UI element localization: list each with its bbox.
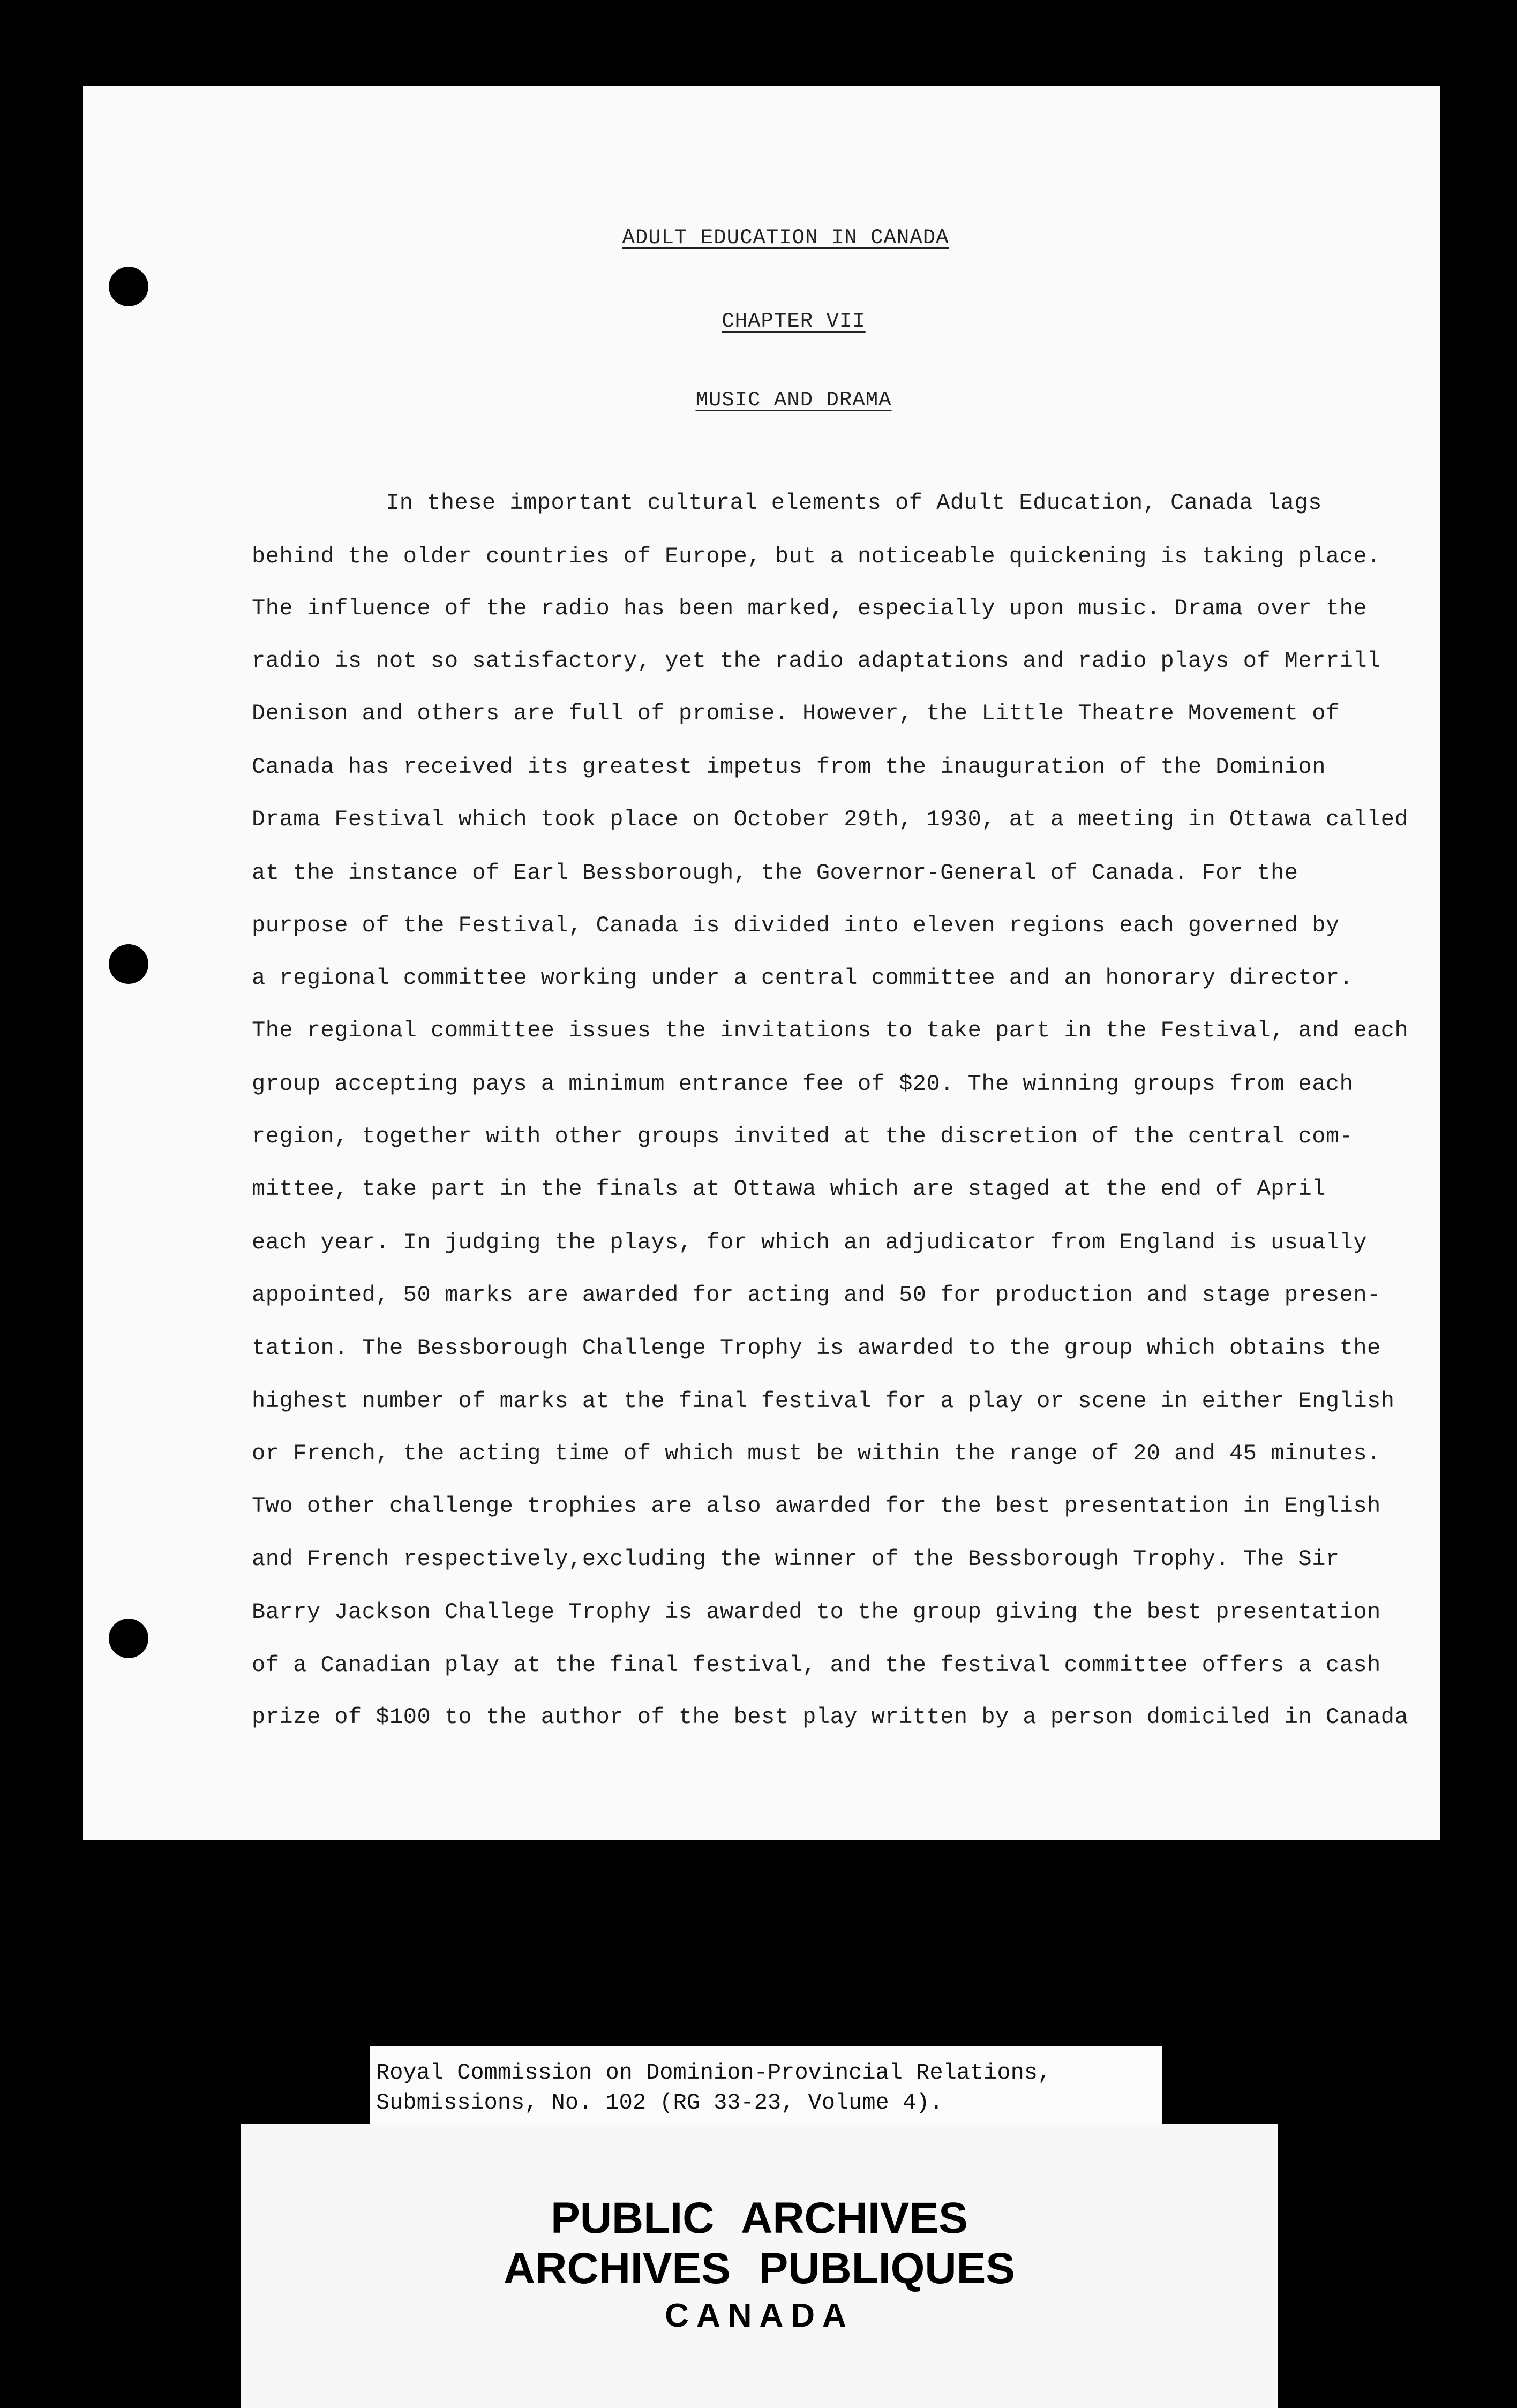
body-line: radio is not so satisfactory, yet the radio adaptations and radio plays of Merrill [252, 648, 1381, 674]
body-line: of a Canadian play at the final festival, and the festival committee offers a cash [252, 1652, 1381, 1678]
body-line: highest number of marks at the final festival for a play or scene in either English [252, 1388, 1395, 1414]
document-page [83, 86, 1440, 1840]
body-line: The regional committee issues the invitations to take part in the Festival, and each [252, 1018, 1409, 1043]
citation-line-1: Royal Commission on Dominion-Provincial Relations, [376, 2060, 1052, 2086]
body-line: at the instance of Earl Bessborough, the Governor-General of Canada. For the [252, 860, 1298, 886]
body-line: Denison and others are full of promise. However, the Little Theatre Movement of [252, 701, 1340, 726]
body-line: region, together with other groups invited at the discretion of the central com- [252, 1124, 1354, 1149]
punch-hole [109, 267, 148, 306]
chapter-heading: CHAPTER VII [722, 310, 866, 333]
stamp-line-2: ARCHIVES PUBLIQUES [504, 2244, 1015, 2293]
body-line: The influence of the radio has been marked, especially upon music. Drama over the [252, 596, 1368, 621]
document-title: ADULT EDUCATION IN CANADA [622, 226, 949, 250]
citation-line-2: Submissions, No. 102 (RG 33-23, Volume 4). [376, 2090, 943, 2116]
stamp-line-3: CANADA [665, 2297, 854, 2334]
body-line: appointed, 50 marks are awarded for acting and 50 for production and stage presen- [252, 1282, 1381, 1308]
stamp-line-1: PUBLIC ARCHIVES [551, 2194, 968, 2243]
body-line: Barry Jackson Challege Trophy is awarded to the group giving the best presentation [252, 1599, 1381, 1625]
section-heading: MUSIC AND DRAMA [695, 388, 892, 412]
body-line: In these important cultural elements of Adult Education, Canada lags [386, 490, 1322, 516]
punch-hole [109, 1619, 148, 1658]
archive-stamp [241, 2124, 1278, 2408]
body-line: and French respectively,excluding the winner of the Bessborough Trophy. The Sir [252, 1546, 1340, 1572]
body-line: a regional committee working under a central committee and an honorary director. [252, 965, 1354, 991]
body-line: Canada has received its greatest impetus from the inauguration of the Dominion [252, 754, 1326, 780]
body-line: each year. In judging the plays, for which an adjudicator from England is usually [252, 1230, 1368, 1255]
body-line: tation. The Bessborough Challenge Trophy is awarded to the group which obtains the [252, 1335, 1381, 1361]
body-line: prize of $100 to the author of the best play written by a person domiciled in Canada [252, 1704, 1409, 1730]
body-line: purpose of the Festival, Canada is divided into eleven regions each governed by [252, 913, 1340, 938]
body-line: group accepting pays a minimum entrance fee of $20. The winning groups from each [252, 1071, 1354, 1097]
body-line: mittee, take part in the finals at Ottawa which are staged at the end of April [252, 1176, 1326, 1202]
body-line: Drama Festival which took place on October 29th, 1930, at a meeting in Ottawa called [252, 807, 1409, 832]
body-line: behind the older countries of Europe, but a noticeable quickening is taking place. [252, 544, 1381, 569]
punch-hole [109, 944, 148, 984]
body-line: Two other challenge trophies are also awarded for the best presentation in English [252, 1493, 1381, 1519]
body-line: or French, the acting time of which must be within the range of 20 and 45 minutes. [252, 1441, 1381, 1466]
